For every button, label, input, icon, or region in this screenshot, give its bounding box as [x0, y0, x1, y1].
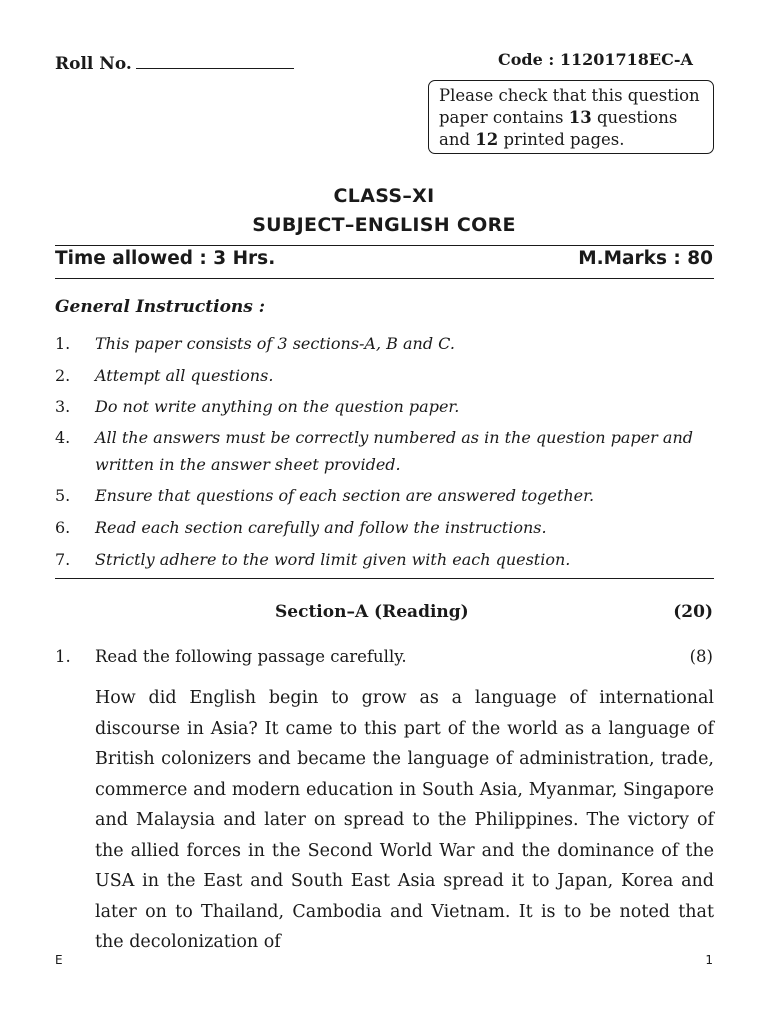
instruction-number: 1.: [55, 334, 71, 353]
time-allowed: Time allowed : 3 Hrs.: [55, 248, 276, 269]
instruction-text: Strictly adhere to the word limit given with each question.: [95, 550, 571, 569]
instruction-number: 6.: [55, 518, 71, 537]
instruction-number: 3.: [55, 397, 71, 416]
question-1-number: 1.: [55, 647, 71, 666]
divider-top: [55, 245, 714, 246]
class-title: CLASS–XI: [333, 185, 435, 207]
divider-below-instructions: [55, 578, 714, 579]
divider-below-meta: [55, 278, 714, 279]
instruction-text: All the answers must be correctly numbered as in the question paper and written in the answer sheet provided.: [95, 428, 693, 474]
page-count-notice-box: [428, 80, 714, 154]
page-number: 1: [705, 953, 713, 967]
question-1-prompt: Read the following passage carefully.: [95, 647, 407, 666]
section-a-title: Section–A (Reading): [275, 602, 469, 622]
notice-text-middle: questions and: [439, 108, 678, 149]
instruction-text: Read each section carefully and follow the instructions.: [95, 518, 547, 537]
instruction-text: This paper consists of 3 sections-A, B and C.: [95, 334, 455, 353]
notice-text-end: printed pages.: [498, 130, 625, 149]
notice-question-count: 13: [568, 108, 592, 127]
maximum-marks: M.Marks : 80: [578, 248, 713, 269]
instruction-number: 7.: [55, 550, 71, 569]
subject-title: SUBJECT–ENGLISH CORE: [252, 214, 516, 236]
paper-code: Code : 11201718EC-A: [498, 50, 693, 69]
reading-passage: How did English begin to grow as a language of international discourse in Asia? It came to this part of the world as a language of British colonizers and became the language of administration, trade, commerce and modern education in South Asia, Myanmar, Singapore and Malaysia and later on spread to the Philippines. The victory of the allied forces in the Second World War and the dominance of the USA in the East and South East Asia spread it to Japan, Korea and later on to Thailand, Cambodia and Vietnam. It is to be noted that the decolonization of: [95, 688, 714, 952]
instruction-text: Attempt all questions.: [95, 366, 274, 385]
roll-number-blank-line: [136, 52, 294, 69]
roll-number-field: [55, 52, 294, 74]
instruction-text: Ensure that questions of each section are answered together.: [95, 486, 595, 505]
notice-text-start: Please check that this question paper contains: [439, 86, 700, 127]
question-1-marks: (8): [689, 647, 713, 666]
instruction-number: 5.: [55, 486, 71, 505]
notice-page-count: 12: [475, 130, 499, 149]
section-a-marks: (20): [673, 602, 713, 622]
footer-edition-mark: E: [55, 953, 63, 967]
instruction-number: 4.: [55, 428, 71, 447]
roll-number-label: Roll No.: [55, 54, 132, 74]
instruction-text: Do not write anything on the question paper.: [95, 397, 460, 416]
instruction-number: 2.: [55, 366, 71, 385]
general-instructions-title: General Instructions :: [55, 297, 266, 317]
